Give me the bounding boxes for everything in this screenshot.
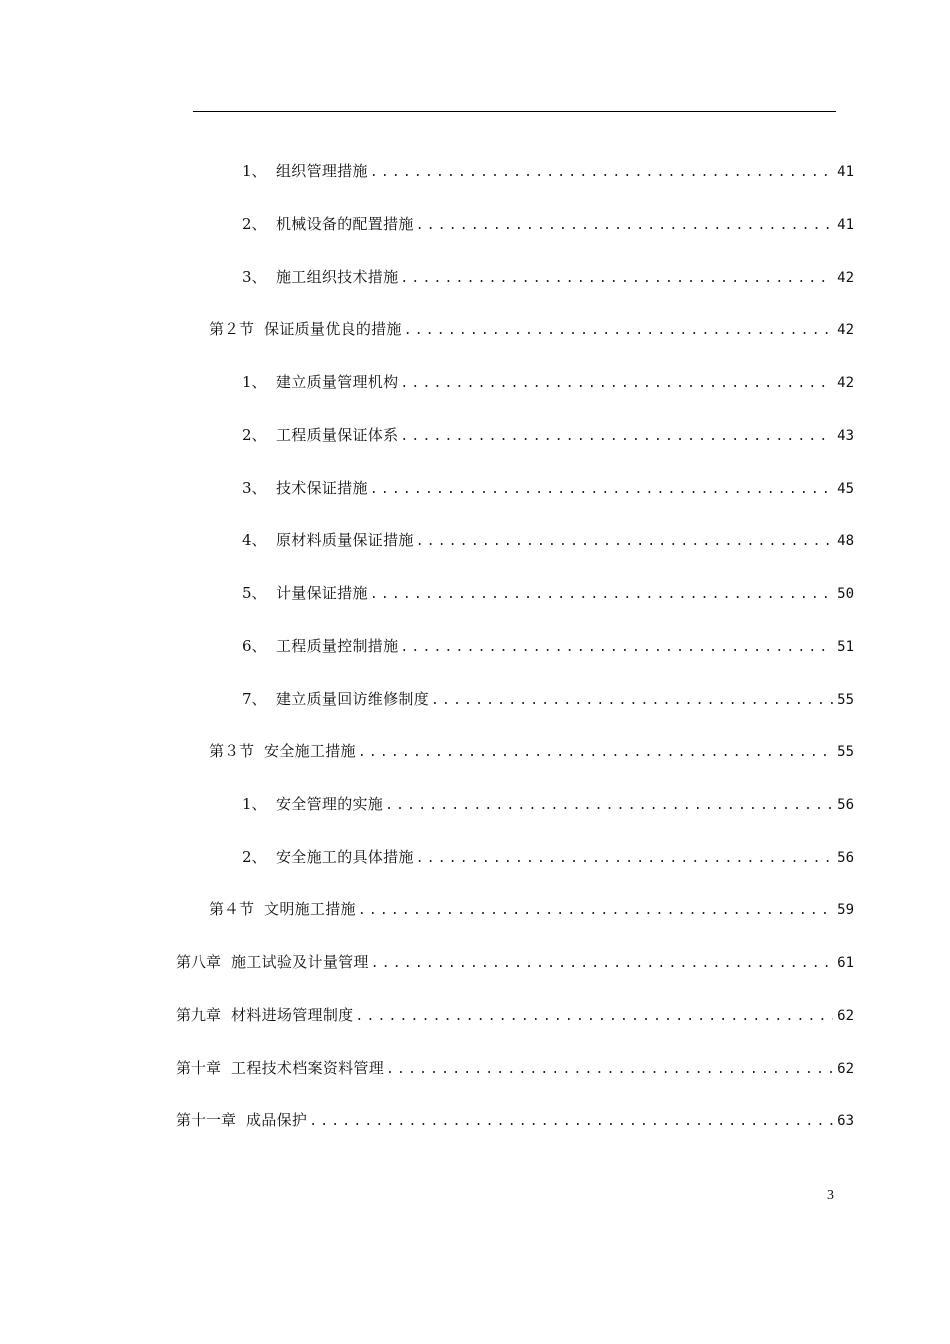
toc-entry-number: 第十章 xyxy=(176,1059,222,1077)
dot-leader xyxy=(404,319,833,343)
dot-leader xyxy=(416,530,833,554)
dot-leader xyxy=(416,847,833,871)
toc-entry-title: 文明施工措施 xyxy=(264,900,356,918)
toc-entry-number: 第九章 xyxy=(176,1006,222,1024)
toc-entry[interactable] xyxy=(242,634,854,658)
toc-entry[interactable] xyxy=(209,739,854,763)
dot-leader xyxy=(416,214,833,238)
toc-entry-number: 1、 xyxy=(242,795,267,813)
toc-entry-number: 2、 xyxy=(242,426,267,444)
toc-entry-page: 48 xyxy=(837,533,854,549)
toc-entry-title: 机械设备的配置措施 xyxy=(276,215,414,233)
page-number: 3 xyxy=(827,1188,834,1203)
toc-entry-page: 43 xyxy=(837,428,854,444)
toc-entry-number: 第十一章 xyxy=(176,1111,237,1129)
toc-entry-title: 工程技术档案资料管理 xyxy=(231,1059,385,1077)
toc-entry-title: 施工组织技术措施 xyxy=(276,268,399,286)
toc-entry-title: 技术保证措施 xyxy=(276,479,368,497)
toc-entry-page: 41 xyxy=(837,217,854,233)
toc-entry[interactable] xyxy=(242,687,854,711)
toc-entry-page: 62 xyxy=(837,1061,854,1077)
toc-entry-page: 42 xyxy=(837,270,854,286)
toc-entry-number: 6、 xyxy=(242,637,267,655)
toc-entry-title: 安全施工的具体措施 xyxy=(276,848,414,866)
dot-leader xyxy=(358,899,833,923)
toc-entry-title: 安全施工措施 xyxy=(264,742,356,760)
toc-entry[interactable] xyxy=(242,528,854,552)
toc-entry-title: 建立质量管理机构 xyxy=(276,373,399,391)
dot-leader xyxy=(386,1058,833,1082)
toc-entry-page: 42 xyxy=(837,322,854,338)
toc-entry[interactable] xyxy=(176,1003,854,1027)
toc-entry-title: 工程质量保证体系 xyxy=(276,426,399,444)
toc-entry-number: 第４节 xyxy=(209,900,255,918)
toc-entry-title: 材料进场管理制度 xyxy=(231,1006,354,1024)
toc-entry-number: 第２节 xyxy=(209,320,255,338)
toc-entry[interactable] xyxy=(242,792,854,816)
toc-entry[interactable] xyxy=(242,212,854,236)
dot-leader xyxy=(400,636,833,660)
toc-entry-title: 保证质量优良的措施 xyxy=(264,320,402,338)
toc-entry-page: 63 xyxy=(837,1113,854,1129)
toc-entry-number: 3、 xyxy=(242,268,267,286)
dot-leader xyxy=(370,161,833,185)
toc-entry-number: 2、 xyxy=(242,215,267,233)
dot-leader xyxy=(400,372,833,396)
toc-entry[interactable] xyxy=(242,423,854,447)
toc-entry[interactable] xyxy=(242,476,854,500)
toc-entry-title: 安全管理的实施 xyxy=(276,795,384,813)
toc-entry-number: 1、 xyxy=(242,373,267,391)
toc-entry-title: 原材料质量保证措施 xyxy=(276,531,414,549)
toc-entry-page: 51 xyxy=(837,639,854,655)
toc-entry-title: 建立质量回访维修制度 xyxy=(276,690,430,708)
dot-leader xyxy=(371,952,833,976)
toc-entry-title: 工程质量控制措施 xyxy=(276,637,399,655)
toc-entry-number: 2、 xyxy=(242,848,267,866)
dot-leader xyxy=(400,267,833,291)
toc-entry-page: 56 xyxy=(837,850,854,866)
dot-leader xyxy=(309,1110,833,1134)
toc-entry[interactable] xyxy=(242,845,854,869)
toc-entry-page: 59 xyxy=(837,902,854,918)
toc-entry-page: 56 xyxy=(837,797,854,813)
dot-leader xyxy=(370,478,833,502)
toc-entry-number: 第３节 xyxy=(209,742,255,760)
toc-entry-page: 41 xyxy=(837,164,854,180)
toc-entry-title: 组织管理措施 xyxy=(276,162,368,180)
toc-entry[interactable] xyxy=(242,581,854,605)
toc-entry-title: 成品保护 xyxy=(246,1111,308,1129)
dot-leader xyxy=(400,425,833,449)
toc-entry[interactable] xyxy=(209,897,854,921)
toc-entry[interactable] xyxy=(242,370,854,394)
dot-leader xyxy=(370,583,833,607)
toc-entry[interactable] xyxy=(242,159,854,183)
toc-entry-number: 4、 xyxy=(242,531,267,549)
dot-leader xyxy=(358,741,833,765)
toc-entry[interactable] xyxy=(176,1108,854,1132)
toc-entry[interactable] xyxy=(176,1056,854,1080)
toc-entry-page: 50 xyxy=(837,586,854,602)
toc-entry-number: 1、 xyxy=(242,162,267,180)
toc-entry-number: 3、 xyxy=(242,479,267,497)
toc-entry-page: 42 xyxy=(837,375,854,391)
dot-leader xyxy=(385,794,833,818)
toc-entry-page: 62 xyxy=(837,1008,854,1024)
toc-entry-number: 第八章 xyxy=(176,953,222,971)
toc-entry-number: 7、 xyxy=(242,690,267,708)
toc-entry[interactable] xyxy=(209,317,854,341)
toc-entry-page: 45 xyxy=(837,481,854,497)
toc-entry[interactable] xyxy=(176,950,854,974)
toc-entry[interactable] xyxy=(242,265,854,289)
toc-entry-number: 5、 xyxy=(242,584,267,602)
dot-leader xyxy=(355,1005,833,1029)
dot-leader xyxy=(431,689,833,713)
toc-entry-page: 55 xyxy=(837,744,854,760)
toc-entry-title: 施工试验及计量管理 xyxy=(231,953,369,971)
toc-entry-title: 计量保证措施 xyxy=(276,584,368,602)
toc-entry-page: 55 xyxy=(837,692,854,708)
toc-entry-page: 61 xyxy=(837,955,854,971)
